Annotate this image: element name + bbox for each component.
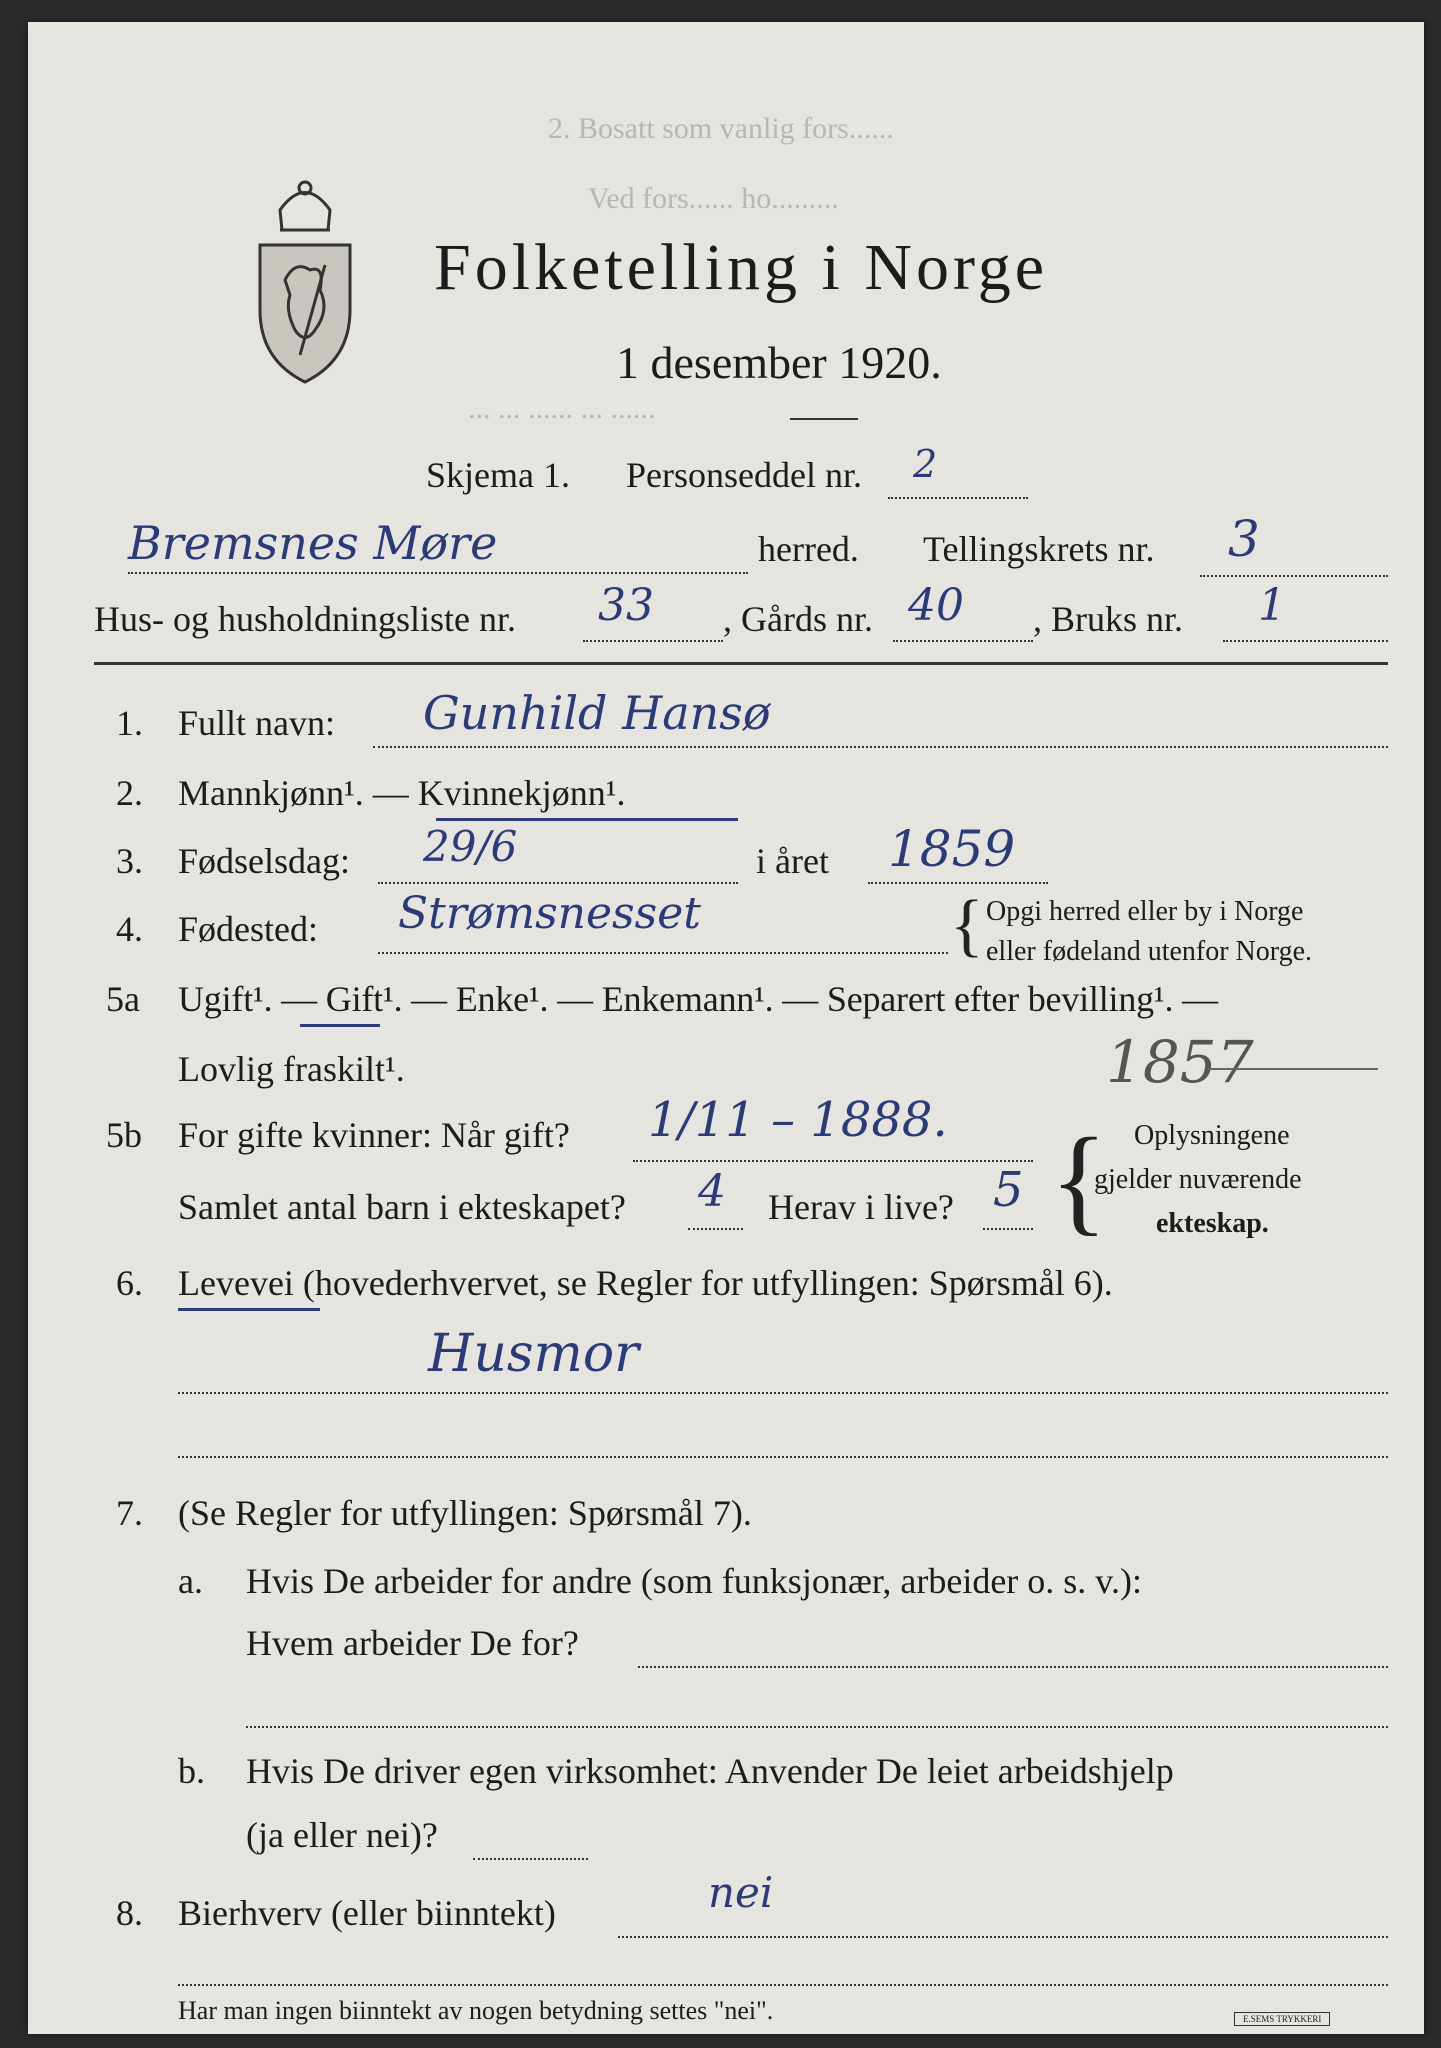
q7a-text: Hvis De arbeider for andre (som funksjonær, arbeider o. s. v.):: [246, 1561, 1142, 1601]
q3-line: [378, 882, 738, 884]
bleed-through-text: 2. Bosatt som vanlig fors......: [548, 112, 894, 145]
q8-line: [618, 1936, 1388, 1938]
hus-line: [583, 640, 723, 642]
q7b-line: [473, 1858, 588, 1860]
q7b-number: b.: [178, 1751, 205, 1791]
q4-number: 4.: [116, 909, 143, 949]
bruks-value[interactable]: 1: [1258, 580, 1286, 631]
q3-label: Fødselsdag:: [178, 841, 351, 881]
header-divider: [94, 662, 1388, 665]
q7-label: (Se Regler for utfyllingen: Spørsmål 7).: [178, 1493, 752, 1533]
personseddel-value[interactable]: 2: [913, 442, 938, 486]
personseddel-line: [888, 497, 1028, 499]
q7-number: 7.: [116, 1493, 143, 1533]
q6-number: 6.: [116, 1263, 143, 1303]
q1-line: [373, 746, 1388, 748]
q5b-children-label: Samlet antal barn i ekteskapet?: [178, 1187, 626, 1227]
q6-line-2: [178, 1456, 1388, 1458]
q7b-text-2: (ja eller nei)?: [246, 1815, 438, 1855]
q3-number: 3.: [116, 841, 143, 881]
q4-line: [378, 952, 948, 954]
q6-value[interactable]: Husmor: [428, 1324, 639, 1384]
q7a-line-1: [638, 1666, 1388, 1668]
q5b-alive-label: Herav i live?: [768, 1187, 954, 1227]
q5b-children-line: [688, 1228, 743, 1230]
bruks-label: , Bruks nr.: [1033, 599, 1184, 639]
q5b-alive-value[interactable]: 5: [993, 1162, 1024, 1218]
q7a-line-2: [246, 1726, 1388, 1728]
q2-text: Mannkjønn¹. — Kvinnekjønn¹.: [178, 773, 626, 813]
q7b-text: Hvis De driver egen virksomhet: Anvender De leiet arbeidshjelp: [246, 1751, 1174, 1791]
q5b-note-2: gjelder nuværende: [1094, 1164, 1302, 1195]
tellingskrets-label: Tellingskrets nr.: [923, 529, 1155, 569]
q5b-label: For gifte kvinner: Når gift?: [178, 1115, 570, 1155]
q3-year-label: i året: [756, 841, 829, 881]
q7a-text-2: Hvem arbeider De for?: [246, 1623, 579, 1663]
title-rule: [790, 418, 858, 420]
bleed-through-text: Ved fors...... ho.........: [588, 182, 839, 215]
q5b-number: 5b: [106, 1115, 142, 1155]
q8-line-2: [178, 1984, 1388, 1986]
q5b-note-3: ekteskap.: [1156, 1208, 1269, 1239]
tellingskrets-line: [1200, 575, 1388, 577]
q1-label: Fullt navn:: [178, 703, 336, 743]
q5a-annotation-stroke: [1208, 1068, 1378, 1070]
q8-value[interactable]: nei: [708, 1868, 774, 1917]
q6-line-1: [178, 1392, 1388, 1394]
hus-label: Hus- og husholdningsliste nr.: [94, 599, 517, 639]
gards-line: [893, 640, 1033, 642]
q1-number: 1.: [116, 703, 143, 743]
printer-mark: E.SEMS TRYKKERI: [1234, 2012, 1330, 2026]
q4-note-2: eller fødeland utenfor Norge.: [986, 936, 1313, 967]
form-title: Folketelling i Norge: [434, 231, 1049, 304]
q3-year-value[interactable]: 1859: [888, 820, 1016, 878]
personseddel-label: Personseddel nr.: [626, 455, 862, 495]
census-form: [28, 22, 1424, 2034]
herred-label: herred.: [758, 529, 859, 569]
q6-label: Levevei (hovederhvervet, se Regler for utfyllingen: Spørsmål 6).: [178, 1263, 1113, 1303]
bleed-through-text: ... ... ...... ... ......: [468, 392, 656, 425]
q4-note-1: Opgi herred eller by i Norge: [986, 896, 1304, 927]
q5b-note-1: Oplysningene: [1134, 1120, 1290, 1151]
q8-label: Bierhverv (eller biinntekt): [178, 1893, 556, 1933]
q5b-alive-line: [983, 1228, 1033, 1230]
q5b-value[interactable]: 1/11 – 1888.: [648, 1092, 948, 1148]
herred-value[interactable]: Bremsnes Møre: [128, 516, 498, 570]
q6-underline: [178, 1308, 320, 1311]
gards-label: , Gårds nr.: [723, 599, 873, 639]
q5b-brace: {: [1050, 1113, 1108, 1246]
bruks-line: [1223, 640, 1388, 642]
census-date: 1 desember 1920.: [616, 337, 942, 388]
q4-value[interactable]: Strømsnesset: [398, 888, 701, 939]
hus-value[interactable]: 33: [598, 580, 654, 631]
q3-value[interactable]: 29/6: [423, 822, 518, 871]
q5a-number: 5a: [106, 979, 140, 1019]
footer-note: Har man ingen biinntekt av nogen betydning settes "nei".: [178, 1996, 774, 2025]
q5a-text: Ugift¹. — Gift¹. — Enke¹. — Enkemann¹. — Separert efter bevilling¹. —: [178, 979, 1218, 1019]
q4-label: Fødested:: [178, 909, 318, 949]
q5a-text-2: Lovlig fraskilt¹.: [178, 1049, 405, 1089]
tellingskrets-value[interactable]: 3: [1228, 510, 1260, 568]
q5b-line: [633, 1160, 1033, 1162]
q2-number: 2.: [116, 773, 143, 813]
q5a-annotation: 1857: [1106, 1028, 1254, 1096]
q5a-underline: [300, 1024, 380, 1027]
q8-number: 8.: [116, 1893, 143, 1933]
gards-value[interactable]: 40: [908, 580, 964, 631]
q3-year-line: [868, 882, 1048, 884]
q4-brace: {: [950, 887, 984, 964]
q5b-children-value[interactable]: 4: [698, 1166, 726, 1217]
q1-value[interactable]: Gunhild Hansø: [423, 686, 771, 740]
herred-line: [128, 572, 748, 574]
coat-of-arms-icon: [250, 170, 360, 390]
q7a-number: a.: [178, 1561, 203, 1601]
q2-underline: [436, 818, 738, 821]
schema-label: Skjema 1.: [426, 455, 570, 495]
